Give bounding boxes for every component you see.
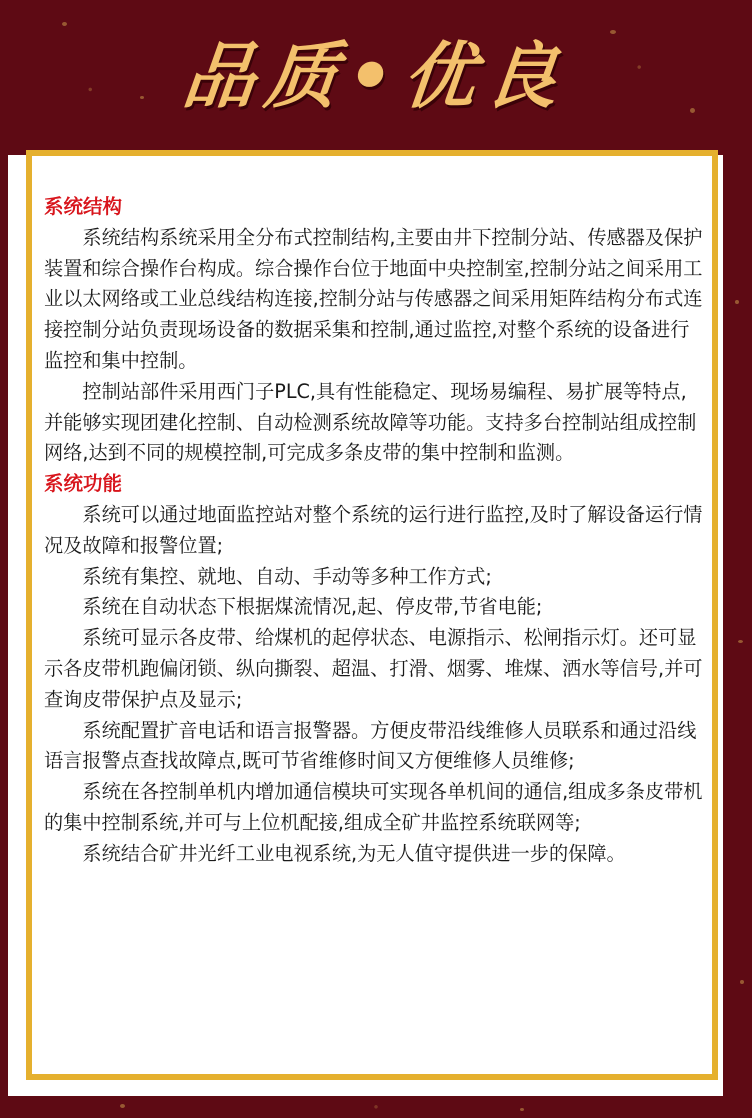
gold-speck bbox=[740, 980, 744, 984]
gold-speck bbox=[735, 300, 739, 304]
paragraph: 系统在自动状态下根据煤流情况,起、停皮带,节省电能; bbox=[82, 595, 543, 619]
paragraph: 系统可以通过地面监控站对整个系统的运行进行监控,及时了解设备运行情况及故障和报警位置; bbox=[44, 502, 703, 557]
banner bbox=[0, 0, 752, 140]
gold-speck bbox=[120, 1104, 125, 1108]
section-heading-function: 系统功能 bbox=[44, 472, 123, 496]
paragraph: 系统结构系统采用全分布式控制结构,主要由井下控制分站、传感器及保护装置和综合操作台构成。综合操作台位于地面中央控制室,控制分站之间采用工业以太网络或工业总线结构连接,控制分站与传感器之间采用矩阵结构分布式连接控制分站负责现场设备的数据采集和控制,通过监控,对整个系统的设备进行监控和集中控制。 bbox=[44, 225, 703, 372]
paragraph: 系统可显示各皮带、给煤机的起停状态、电源指示、松闸指示灯。还可显示各皮带机跑偏闭锁、纵向撕裂、超温、打滑、烟雾、堆煤、洒水等信号,并可查询皮带保护点及显示; bbox=[44, 626, 703, 711]
article bbox=[44, 192, 704, 870]
banner-title: 品质•优良 bbox=[178, 33, 572, 118]
gold-speck bbox=[520, 1108, 524, 1111]
section-heading-structure: 系统结构 bbox=[44, 195, 123, 218]
gold-speck bbox=[738, 640, 743, 643]
paragraph: 系统在各控制单机内增加通信模块可实现各单机间的通信,组成多条皮带机的集中控制系统,并可与上位机配接,组成全矿井监控系统联网等; bbox=[44, 780, 703, 834]
paragraph: 系统配置扩音电话和语言报警器。方便皮带沿线维修人员联系和通过沿线语言报警点查找故障点,既可节省维修时间又方便维修人员维修; bbox=[44, 718, 697, 773]
paragraph: 系统有集控、就地、自动、手动等多种工作方式; bbox=[82, 564, 492, 588]
paragraph: 控制站部件采用西门子PLC,具有性能稳定、现场易编程、易扩展等特点,并能够实现团建化控制、自动检测系统故障等功能。支持多台控制站组成控制网络,达到不同的规模控制,可完成多条皮带的集中控制和监测。 bbox=[44, 379, 697, 465]
paragraph: 系统结合矿井光纤工业电视系统,为无人值守提供进一步的保障。 bbox=[82, 841, 626, 865]
